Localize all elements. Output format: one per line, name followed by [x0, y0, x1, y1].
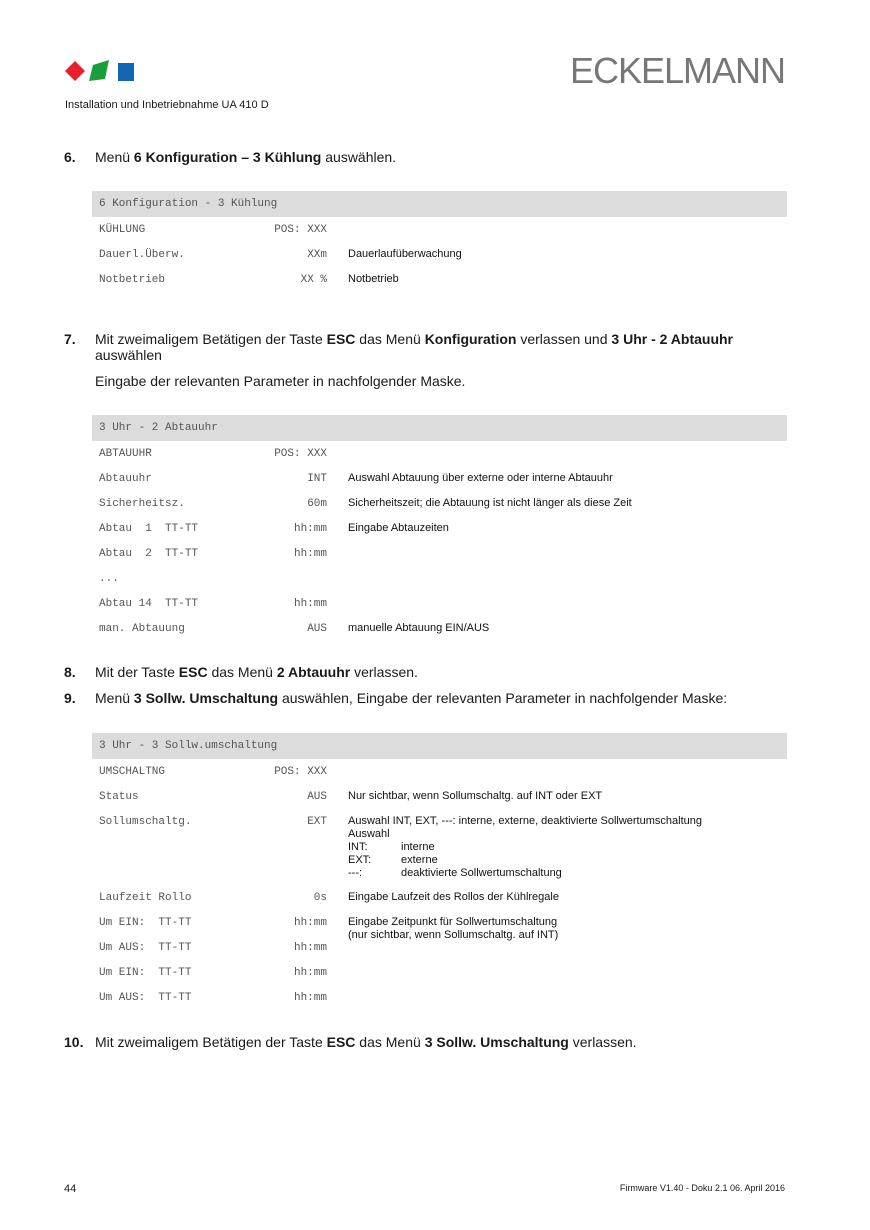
mask-row: Um EIN: TT-TT hh:mm Eingabe Zeitpunkt für Sollwertumschaltung [99, 916, 558, 929]
mask-row: Sollumschaltg. EXT Auswahl INT, EXT, ---: interne, externe, deaktivierte Sollwertumschaltung Auswahl INT: interne EXT: externe ---: deaktivierte Sollwertumschaltung [99, 815, 702, 879]
mask-row: KÜHLUNG POS: XXX [99, 224, 327, 236]
step-9: 9. Menü 3 Sollw. Umschaltung auswählen, Eingabe der relevanten Parameter in nachfolgender Maske: [64, 690, 728, 706]
mask-row: Laufzeit Rollo 0s Eingabe Laufzeit des Rollos der Kühlregale [99, 891, 559, 904]
page-number: 44 [64, 1183, 77, 1195]
step-10: 10. Mit zweimaligem Betätigen der Taste ESC das Menü 3 Sollw. Umschaltung verlassen. [64, 1034, 637, 1050]
mask-row: Abtau 2 TT-TT hh:mm [99, 548, 327, 560]
mask-row: Um AUS: TT-TT hh:mm (nur sichtbar, wenn Sollumschaltg. auf INT) [99, 929, 559, 954]
step-6: 6. Menü 6 Konfiguration – 3 Kühlung auswählen. [64, 149, 397, 165]
footer-info: Firmware V1.40 - Doku 2.1 06. April 2016 [619, 1183, 785, 1193]
mask-row: man. Abtauung AUS manuelle Abtauung EIN/AUS [99, 622, 490, 635]
mask-row: ... [99, 573, 119, 585]
logo-green-shape [89, 60, 109, 81]
logo-blue-square [118, 63, 134, 81]
mask-row: Um EIN: TT-TT hh:mm [99, 967, 327, 979]
sollumschaltung-desc: Auswahl INT, EXT, ---: interne, externe, deaktivierte Sollwertumschaltung Auswahl INT: interne EXT: externe ---: deaktivierte Sollwertumschaltung [348, 815, 702, 879]
brand-name: ECKELMANN [569, 50, 785, 91]
step-7: 7. Mit zweimaligem Betätigen der Taste ESC das Menü Konfiguration verlassen und 3 Uhr - 2 Abtauuhr auswählen [64, 331, 734, 363]
step-number: 6. [64, 149, 76, 165]
mask-title: 3 Uhr - 3 Sollw.umschaltung [92, 733, 787, 759]
mask-row: Abtauuhr INT Auswahl Abtauung über externe oder interne Abtauuhr [99, 472, 613, 485]
mask-row: Dauerl.Überw. XXm Dauerlaufüberwachung [99, 248, 462, 261]
mask-row: Um AUS: TT-TT hh:mm [99, 992, 327, 1004]
mask-row: ABTAUUHR POS: XXX [99, 448, 327, 460]
mask-row: Abtau 14 TT-TT hh:mm [99, 598, 327, 610]
mask-konfiguration-kuehlung [92, 191, 787, 292]
step-number: 8. [64, 664, 76, 680]
mask-sollw-umschaltung [92, 733, 787, 1010]
step-7-note: Eingabe der relevanten Parameter in nachfolgender Maske. [95, 373, 466, 389]
mask-title: 6 Konfiguration - 3 Kühlung [92, 191, 787, 217]
mask-row: Status AUS Nur sichtbar, wenn Sollumschaltg. auf INT oder EXT [99, 790, 603, 803]
logo-red-diamond [65, 61, 85, 81]
mask-row: Abtau 1 TT-TT hh:mm Eingabe Abtauzeiten [99, 522, 449, 535]
eckelmann-logo [64, 58, 136, 84]
document-subtitle: Installation und Inbetriebnahme UA 410 D [65, 99, 269, 111]
mask-row: Notbetrieb XX % Notbetrieb [99, 273, 399, 286]
mask-row: Sicherheitsz. 60m Sicherheitszeit; die Abtauung ist nicht länger als diese Zeit [99, 497, 632, 510]
step-number: 7. [64, 331, 76, 347]
mask-abtauuhr [92, 415, 787, 641]
mask-row: UMSCHALTNG POS: XXX [99, 766, 327, 778]
step-8: 8. Mit der Taste ESC das Menü 2 Abtauuhr verlassen. [64, 664, 418, 680]
step-number: 10. [64, 1034, 84, 1050]
step-number: 9. [64, 690, 76, 706]
mask-title: 3 Uhr - 2 Abtauuhr [92, 415, 787, 441]
